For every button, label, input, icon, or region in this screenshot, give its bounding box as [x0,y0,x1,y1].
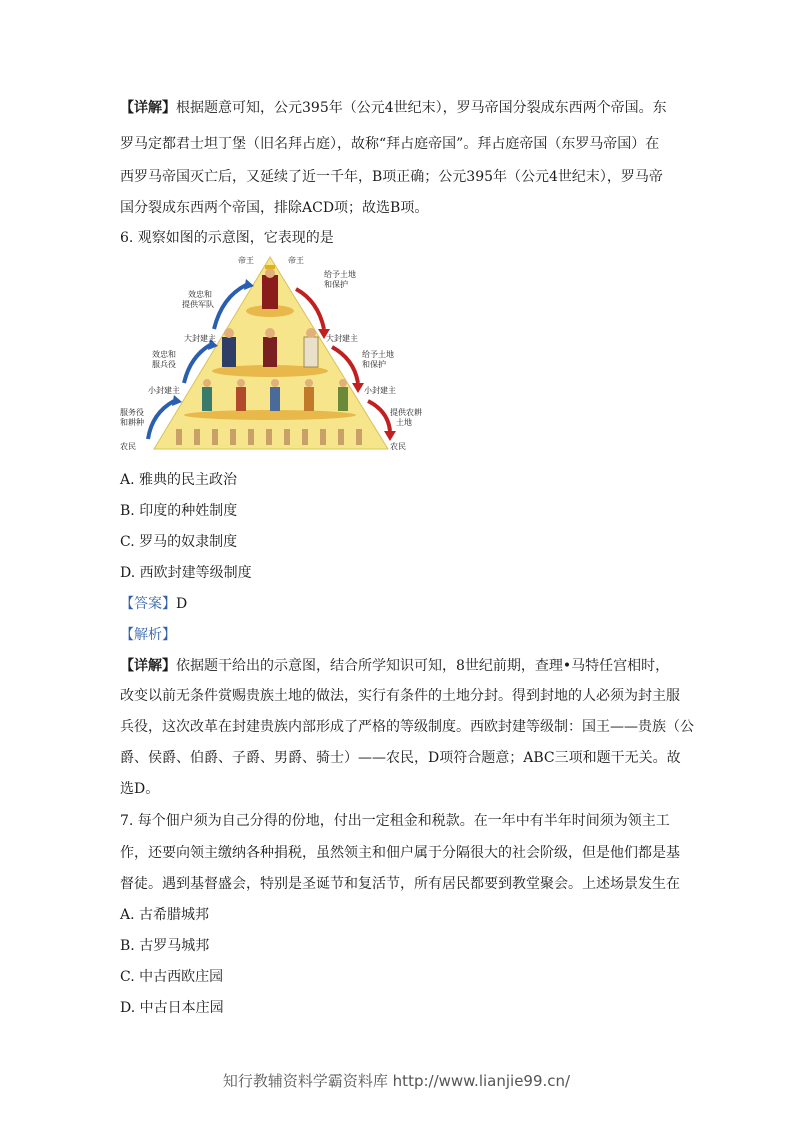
label-right-peasant: 农民 [390,442,406,451]
q6-analysis-tag: 【解析】 [120,627,176,643]
q6-option-a: A. 雅典的民主政治 [120,472,238,488]
q6-detail-line-3: 兵役，这次改革在封建贵族内部形成了严格的等级制度。西欧封建等级制：国王——贵族（公 [120,719,694,735]
label-right-provide: 提供农耕 [390,408,422,417]
q7-option-c: C. 中古西欧庄园 [120,969,224,985]
answer-tag: 【答案】 [120,596,176,612]
q5-detail-line-2: 罗马定都君士坦丁堡（旧名拜占庭），故称“拜占庭帝国”。拜占庭帝国（东罗马帝国）在 [120,136,660,152]
q6-detail-text: 依据题干给出的示意图，结合所学知识可知，8世纪前期，查理•马特任宫相时， [176,658,670,674]
answer-value: D [176,596,188,612]
detail-tag: 【详解】 [120,658,176,674]
q6-detail-line-1 [120,656,680,676]
label-left-great-lord: 大封建主 [184,334,216,343]
q6-stem: 6. 观察如图的示意图，它表现的是 [120,230,334,246]
q5-detail-line-3: 西罗马帝国灭亡后，又延续了近一千年，B项正确；公元395年（公元4世纪末），罗马帝 [120,169,663,185]
label-left-loyalty-1: 效忠和 [188,290,212,299]
q6-detail-line-5: 选D。 [120,781,160,797]
label-left-king: 帝王 [238,256,254,265]
q5-detail-line-1 [120,98,680,118]
label-right-grant-2b: 和保护 [362,360,386,369]
label-right-grant-2: 给予土地 [362,350,394,359]
q7-stem-line-1: 7. 每个佃户须为自己分得的份地，付出一定租金和税款。在一年中有半年时间须为领主工 [120,813,670,829]
detail-tag: 【详解】 [120,100,176,116]
label-right-provide-b: 土地 [396,418,412,427]
q6-detail-line-4: 爵、侯爵、伯爵、子爵、男爵、骑士）——农民，D项符合题意；ABC三项和题干无关。故 [120,750,681,766]
q6-option-c: C. 罗马的奴隶制度 [120,534,238,550]
label-right-king: 帝王 [288,256,304,265]
q5-detail-text: 根据题意可知，公元395年（公元4世纪末），罗马帝国分裂成东西两个帝国。东 [176,100,667,116]
label-left-loyalty-1b: 提供军队 [182,300,214,309]
q6-option-d: D. 西欧封建等级制度 [120,565,252,581]
great-lord-figures [212,328,328,377]
label-left-loyalty-2: 效忠和 [152,350,176,359]
q5-detail-line-4: 国分裂成东西两个帝国，排除ACD项；故选B项。 [120,200,429,216]
q6-answer [120,594,680,614]
label-right-great-lord: 大封建主 [326,334,358,343]
q7-option-a: A. 古希腊城邦 [120,907,210,923]
label-left-peasant: 农民 [120,442,136,451]
q7-stem-line-2: 作，还要向领主缴纳各种捐税，虽然领主和佃户属于分隔很大的社会阶级，但是他们都是基 [120,845,680,861]
label-right-grant-1: 给予土地 [324,270,356,279]
q7-option-d: D. 中古日本庄园 [120,1000,224,1016]
feudal-pyramid-diagram [118,253,428,463]
q7-option-b: B. 古罗马城邦 [120,938,210,954]
q6-detail-line-2: 改变以前无条件赏赐贵族土地的做法，实行有条件的土地分封。得到封地的人必须为封主服 [120,688,680,704]
label-left-service: 服务役 [120,408,144,417]
label-left-small-lord: 小封建主 [148,386,180,395]
label-left-loyalty-2b: 服兵役 [152,360,176,369]
footer-watermark: 知行教辅资料学霸资料库 http://www.lianjie99.cn/ [222,1072,571,1090]
label-left-service-b: 和耕种 [120,418,144,427]
q6-option-b: B. 印度的种姓制度 [120,503,238,519]
q7-stem-line-3: 督徒。遇到基督盛会，特别是圣诞节和复活节，所有居民都要到教堂聚会。上述场景发生在 [120,876,680,892]
label-right-small-lord: 小封建主 [364,386,396,395]
label-right-grant-1b: 和保护 [324,280,348,289]
